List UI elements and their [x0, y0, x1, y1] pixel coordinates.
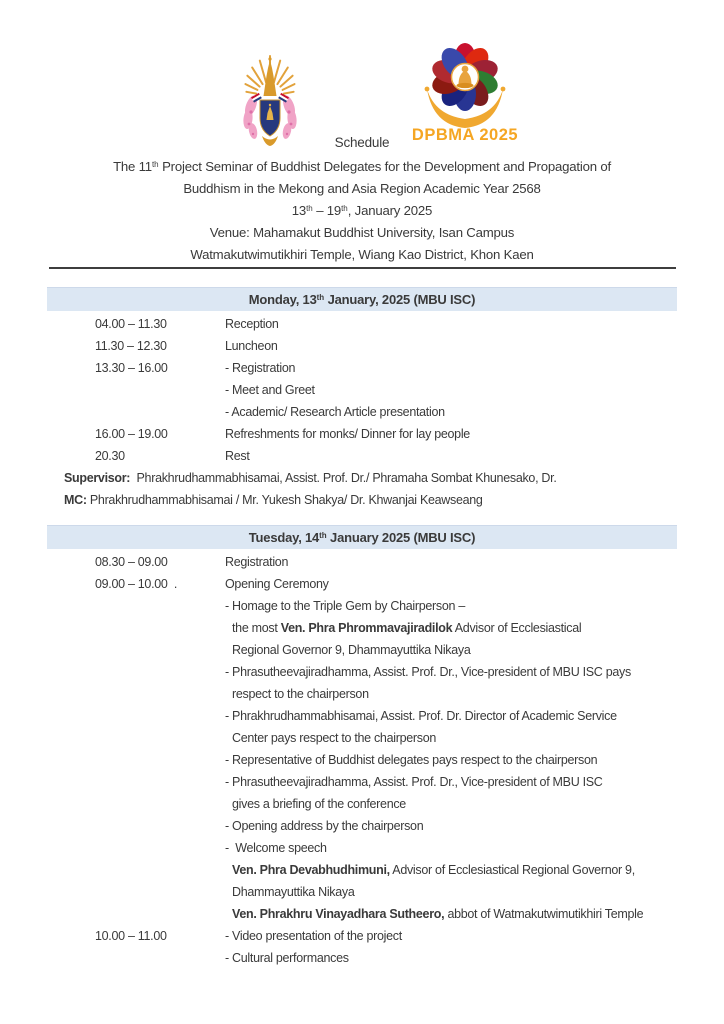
text: - Phrakhrudhammabhisamai, Assist. Prof. Dr. Director of Academic Service: [225, 709, 617, 723]
text: Center pays respect to the chairperson: [232, 731, 436, 745]
event-cell: [225, 445, 677, 467]
event-cell: [225, 313, 677, 335]
text: Dhammayuttika Nikaya: [232, 885, 355, 899]
event-cell: [225, 925, 677, 947]
event-cell: [225, 661, 677, 683]
schedule-row: [47, 903, 677, 925]
time-cell: [95, 947, 225, 969]
schedule-row: [47, 683, 677, 705]
horizontal-divider: [49, 267, 676, 269]
event-cell: [225, 859, 677, 881]
text: Advisor of Ecclesiastical: [452, 621, 582, 635]
title-line-1: The 11th Project Seminar of Buddhist Delegates for the Development and Propagation of: [113, 159, 611, 174]
event-cell: [225, 423, 677, 445]
text: - Video presentation of the project: [225, 929, 402, 943]
section-header-tuesday: Tuesday, 14th January 2025 (MBU ISC): [47, 525, 677, 549]
bold-text: MC:: [64, 493, 87, 507]
schedule-row: [47, 551, 677, 573]
event-cell: [225, 837, 677, 859]
dpbma-label: DPBMA 2025: [411, 126, 519, 143]
time-cell: [95, 837, 225, 859]
schedule-row: [47, 793, 677, 815]
schedule-row: [47, 423, 677, 445]
event-cell: [225, 749, 677, 771]
event-cell: [225, 639, 677, 661]
schedule-row: [47, 639, 677, 661]
time-cell: [95, 771, 225, 793]
text: gives a briefing of the conference: [232, 797, 406, 811]
bold-text: Ven. Phra Phrommavajiradilok: [280, 621, 453, 635]
time-cell: 11.30 – 12.30: [95, 339, 167, 353]
section-tuesday: [47, 525, 677, 969]
time-cell: [95, 379, 225, 401]
text: - Academic/ Research Article presentation: [225, 405, 445, 419]
text: - Phrasutheevajiradhamma, Assist. Prof. Dr., Vice-president of MBU ISC: [225, 775, 603, 789]
event-cell: [225, 335, 677, 357]
monday-notes: [47, 467, 677, 511]
time-cell: 08.30 – 09.00: [95, 555, 168, 569]
text: Reception: [225, 317, 279, 331]
time-cell: 09.00 – 10.00 .: [95, 577, 178, 591]
schedule-row: [47, 947, 677, 969]
text: Phrakhrudhammabhisamai, Assist. Prof. Dr./ Phramaha Sombat Khunesako, Dr.: [130, 471, 557, 485]
dpbma-logo: [405, 33, 525, 143]
text: - Representative of Buddhist delegates pays respect to the chairperson: [225, 753, 598, 767]
time-cell: [95, 749, 225, 771]
time-cell: 16.00 – 19.00: [95, 427, 168, 441]
tuesday-rows: [47, 549, 677, 969]
time-cell: [95, 793, 225, 815]
schedule-row: [47, 727, 677, 749]
text: Opening Ceremony: [225, 577, 329, 591]
schedule-row: [47, 771, 677, 793]
note-row: [64, 489, 677, 511]
event-cell: [225, 595, 677, 617]
schedule-row: [47, 313, 677, 335]
text: - Cultural performances: [225, 951, 349, 965]
schedule-row: [47, 445, 677, 467]
text: the most: [232, 621, 281, 635]
document-title: [0, 156, 724, 266]
event-cell: [225, 727, 677, 749]
schedule-row: [47, 859, 677, 881]
text: - Homage to the Triple Gem by Chairperson –: [225, 599, 465, 613]
time-cell: [95, 683, 225, 705]
schedule-sections: [47, 287, 677, 969]
schedule-row: [47, 401, 677, 423]
note-row: [64, 467, 677, 489]
bold-text: Ven. Phra Devabhudhimuni,: [232, 863, 390, 877]
event-cell: [225, 903, 677, 925]
event-cell: [225, 683, 677, 705]
time-cell: 20.30: [95, 449, 125, 463]
schedule-row: [47, 661, 677, 683]
event-cell: [225, 705, 677, 727]
text: - Meet and Greet: [225, 383, 315, 397]
time-cell: [95, 401, 225, 423]
event-cell: [225, 881, 677, 903]
bold-text: Ven. Phrakhru Vinayadhara Sutheero,: [232, 907, 445, 921]
text: Regional Governor 9, Dhammayuttika Nikaya: [232, 643, 471, 657]
text: Luncheon: [225, 339, 278, 353]
schedule-row: [47, 749, 677, 771]
event-cell: [225, 771, 677, 793]
time-cell: [95, 815, 225, 837]
event-cell: [225, 815, 677, 837]
schedule-row: [47, 573, 677, 595]
venue-line-2: Watmakutwimutikhiri Temple, Wiang Kao District, Khon Kaen: [190, 247, 534, 262]
event-cell: [225, 357, 677, 379]
title-line-2: Buddhism in the Mekong and Asia Region Academic Year 2568: [183, 181, 541, 196]
time-cell: 04.00 – 11.30: [95, 317, 167, 331]
time-cell: [95, 859, 225, 881]
time-cell: [95, 639, 225, 661]
text: Refreshments for monks/ Dinner for lay people: [225, 427, 470, 441]
schedule-row: [47, 815, 677, 837]
event-cell: [225, 793, 677, 815]
text: Registration: [225, 555, 289, 569]
title-line-3: 13th – 19th, January 2025: [291, 203, 433, 218]
text: abbot of Watmakutwimutikhiri Temple: [444, 907, 644, 921]
time-cell: [95, 727, 225, 749]
text: - Opening address by the chairperson: [225, 819, 424, 833]
bold-text: Supervisor:: [64, 471, 131, 485]
event-cell: [225, 401, 677, 423]
time-cell: [95, 881, 225, 903]
monday-rows: [47, 311, 677, 467]
schedule-row: [47, 705, 677, 727]
schedule-row: [47, 379, 677, 401]
time-cell: [95, 903, 225, 925]
text: Rest: [225, 449, 250, 463]
schedule-row: [47, 925, 677, 947]
text: - Registration: [225, 361, 296, 375]
text: respect to the chairperson: [232, 687, 369, 701]
section-header-monday: Monday, 13th January, 2025 (MBU ISC): [47, 287, 677, 311]
section-monday: [47, 287, 677, 511]
event-cell: [225, 551, 677, 573]
time-cell: [95, 617, 225, 639]
schedule-row: [47, 335, 677, 357]
event-cell: [225, 573, 677, 595]
event-cell: [225, 379, 677, 401]
schedule-row: [47, 617, 677, 639]
schedule-row: [47, 357, 677, 379]
time-cell: [95, 595, 225, 617]
schedule-row: [47, 595, 677, 617]
text: Advisor of Ecclesiastical Regional Governor 9,: [389, 863, 635, 877]
schedule-row: [47, 881, 677, 903]
time-cell: [95, 661, 225, 683]
time-cell: 13.30 – 16.00: [95, 361, 168, 375]
text: Phrakhrudhammabhisamai / Mr. Yukesh Shakya/ Dr. Khwanjai Keawseang: [86, 493, 483, 507]
schedule-label: Schedule: [334, 135, 390, 150]
event-cell: [225, 947, 677, 969]
schedule-row: [47, 837, 677, 859]
time-cell: [95, 705, 225, 727]
event-cell: [225, 617, 677, 639]
text: - Phrasutheevajiradhamma, Assist. Prof. Dr., Vice-president of MBU ISC pays: [225, 665, 631, 679]
venue-line: Venue: Mahamakut Buddhist University, Isan Campus: [209, 225, 515, 240]
time-cell: 10.00 – 11.00: [95, 929, 167, 943]
text: - Welcome speech: [225, 841, 327, 855]
